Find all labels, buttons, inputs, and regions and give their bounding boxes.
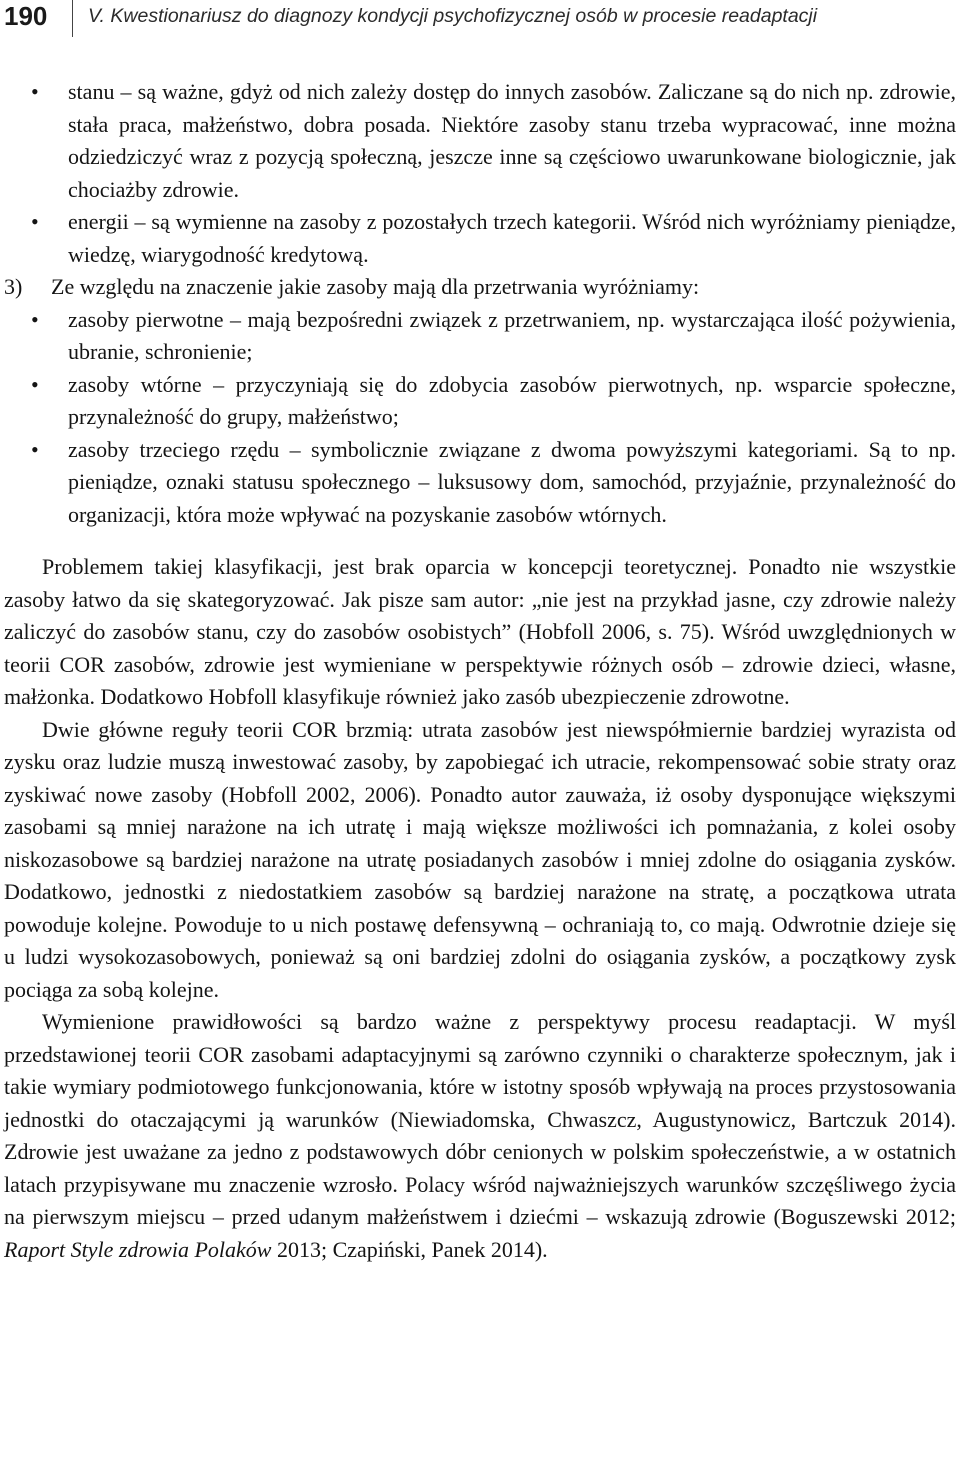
section-number: 3) [4,274,23,299]
numbered-heading [4,271,956,304]
list-item-text: energii – są wymienne na zasoby z pozostałych trzech kategorii. Wśród nich wyróżniamy pieniądze, wiedzę, wiarygodność kredytową. [68,209,956,267]
list-item [4,434,956,532]
numbered-section-3 [4,271,956,531]
header-divider [72,0,73,37]
bullet-icon: • [31,79,39,104]
list-item-text: zasoby trzeciego rzędu – symbolicznie związane z dwoma powyższymi kategoriami. Są to np. pieniądze, oznaki statusu społecznego – luksusowy dom, samochód, przyjaźnie, przynależność do organizacji, która może wpływać na pozyskanie zasobów wtórnych. [68,436,956,527]
list-item-text: zasoby pierwotne – mają bezpośredni związek z przetrwaniem, np. wystarczająca ilość pożywienia, ubranie, schronienie; [68,306,956,364]
bullet-icon: • [31,209,39,234]
page-header [0,0,960,37]
list-item [4,369,956,434]
list-item [4,76,956,206]
resource-categories-list [4,76,956,271]
paragraph-text-end: 2013; Czapiński, Panek 2014). [271,1236,548,1262]
section-heading-text: Ze względu na znaczenie jakie zasoby mają dla przetrwania wyróżniamy: [51,274,700,299]
page-body [4,76,956,1266]
survival-resources-list [4,304,956,532]
running-title: V. Kwestionariusz do diagnozy kondycji psychofizycznej osób w procesie readaptacji [88,5,818,27]
paragraph-text: Wymienione prawidłowości są bardzo ważne z perspektywy procesu readaptacji. W myśl przedstawionej teorii COR zasobami adaptacyjnymi są zarówno czynniki o charakterze społecznym, jak i takie wymiary podmiotowego funkcjonowania, które w istotny sposób wpływają na proces przystosowania jednostki do otaczającymi ją warunków (Niewiadomska, Chwaszcz, Augustynowicz, Bartczuk 2014). Zdrowie jest uważane za jedno z podstawowych dóbr cenionych w polskim społeczeństwie, a w ostatnich latach przypisywane mu znaczenie wzrosło. Polacy wśród najważniejszych warunków szczęśliwego życia na pierwszym miejscu – przed udanym małżeństwem i dziećmi – wskazują zdrowie (Boguszewski 2012; [4,1009,956,1229]
list-item [4,304,956,369]
paragraph-classification-problem: Problemem takiej klasyfikacji, jest brak oparcia w koncepcji teoretycznej. Ponadto nie wszystkie zasoby łatwo da się skategoryzować. Jak pisze sam autor: „nie jest na przykład jasne, czy zdrowie należy zaliczyć do zasobów stanu, czy do zasobów osobistych” (Hobfoll 2006, s. 75). Wśród uwzględnionych w teorii COR zasobów, zdrowie jest wymieniane w perspektywie różnych osób – zdrowie dzieci, własne, małżonka. Dodatkowo Hobfoll klasyfikuje również jako zasób ubezpieczenie zdrowotne. [4,554,956,709]
bullet-icon: • [31,306,39,332]
report-title-italic: Raport Style zdrowia Polaków [4,1236,272,1262]
page-number: 190 [4,1,48,31]
bullet-icon: • [31,436,39,462]
list-item [4,206,956,271]
list-item-text: zasoby wtórne – przyczyniają się do zdobycia zasobów pierwotnych, np. wsparcie społeczne, przynależność do grupy, małżeństwo; [68,371,956,429]
list-item-text: stanu – są ważne, gdyż od nich zależy dostęp do innych zasobów. Zaliczane są do nich np. zdrowie, stała praca, małżeństwo, dobra posada. Niektóre zasoby stanu trzeba wypracować, inne można odziedziczyć wraz z pozycją społeczną, jeszcze inne są częściowo uwarunkowane biologicznie, jak chociażby zdrowie. [68,79,956,202]
bullet-icon: • [31,371,39,397]
paragraph-cor-rules: Dwie główne reguły teorii COR brzmią: utrata zasobów jest niewspółmiernie bardziej wyrazista od zysku oraz ludzie muszą inwestować zasoby, by zapobiegać ich utracie, rekompensować sobie straty oraz zyskiwać nowe zasoby (Hobfoll 2002, 2006). Ponadto autor zauważa, iż osoby dysponujące większymi zasobami są mniej narażone na ich utratę i mają większe możliwości ich pomnażania, z kolei osoby niskozasobowe są bardziej narażone na utratę posiadanych zasobów i mniej zdolne do osiągania zysków. Dodatkowo, jednostki z niedostatkiem zasobów są bardziej narażone na stratę, a początkowa utrata powoduje kolejne. Powoduje to u nich postawę defensywną – ochraniają to, co mają. Odwrotnie dzieje się u ludzi wysokozasobowych, ponieważ są oni bardziej zdolni do osiągania zysków, a początkowy zysk pociąga za sobą kolejne. [4,716,956,1002]
paragraph-readaptation [4,1006,956,1266]
